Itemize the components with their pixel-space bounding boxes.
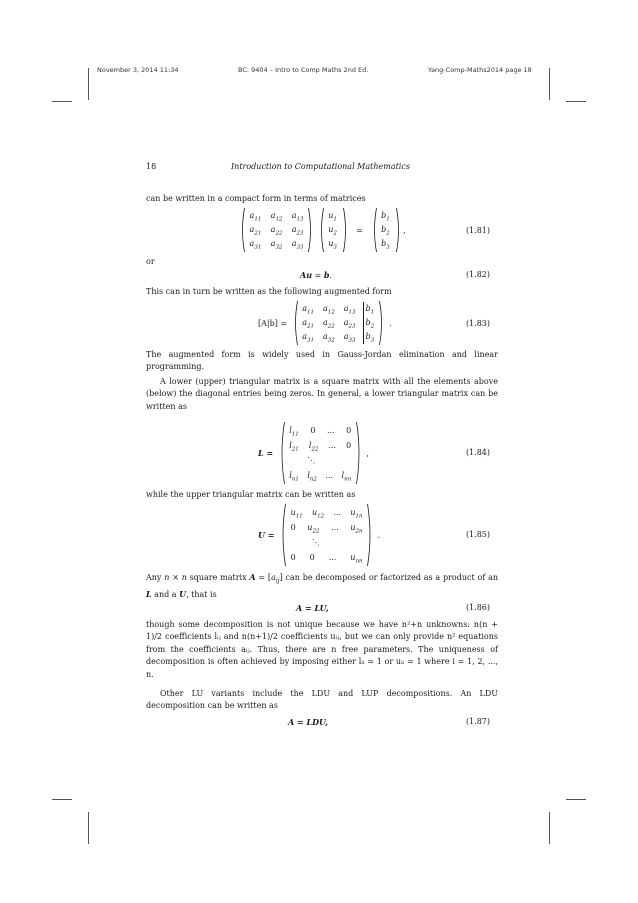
matrix-cell: $a_{33}$	[291, 239, 304, 251]
equation-1-82	[146, 270, 498, 282]
matrix-row	[289, 505, 365, 520]
paragraph: or	[146, 257, 155, 266]
matrix-cell: $a_{23}$	[291, 225, 304, 237]
matrix-cell	[289, 535, 293, 550]
paragraph: This can in turn be written as the following augmented form	[146, 287, 392, 296]
matrix-cell: $u_{1n}$	[350, 508, 363, 520]
matrix-cell: $a_{31}$	[249, 239, 262, 251]
text-run: a	[271, 573, 276, 582]
matrix-cell: 0	[290, 523, 296, 532]
trailing-punct: ,	[403, 225, 406, 235]
matrix-cell: $a_{12}$	[270, 211, 283, 223]
trailing-punct: .	[329, 271, 332, 280]
text-run: and a	[151, 590, 180, 599]
matrix-row	[326, 223, 340, 237]
matrix-cell: $b_3$	[381, 239, 390, 251]
matrix-cell: $b_1$	[381, 211, 390, 223]
matrix-cell: $a_{11}$	[249, 211, 262, 223]
equation-number: (1.84)	[465, 448, 490, 457]
matrix-cell: $u_{12}$	[312, 508, 325, 520]
matrix-cell: $l_{nn}$	[341, 471, 352, 483]
matrix-cell: $b_2$	[381, 225, 390, 237]
equation-1-85	[146, 503, 498, 567]
matrix-row	[326, 209, 340, 223]
eq-equals: =	[312, 271, 324, 280]
equation-number: (1.85)	[465, 530, 490, 539]
matrix-cell: $a_{21}$	[249, 225, 262, 237]
matrix-row	[379, 223, 393, 237]
equation-1-84	[146, 421, 498, 485]
matrix-row	[379, 237, 393, 251]
slug-date: November 3, 2014 11:34	[97, 66, 179, 74]
matrix-cell: $a_{32}$	[322, 332, 335, 344]
crop-mark	[549, 68, 550, 100]
matrix-cell: $a_{21}$	[302, 318, 314, 330]
matrix-cell: ...	[325, 471, 334, 480]
paragraph: A lower (upper) triangular matrix is a square matrix with all the elements above (below) the diagonal entries being zeros. In general, a lower triangular matrix can be written as	[146, 377, 498, 411]
matrix-row	[379, 209, 393, 223]
vector-b	[372, 207, 401, 253]
matrix-row	[248, 223, 306, 237]
matrix-cell: ⋱	[311, 538, 320, 547]
matrix-row	[289, 535, 365, 550]
eq-body: A = LDU,	[288, 717, 329, 727]
matrix-a	[240, 207, 313, 253]
text-run: Any	[146, 573, 165, 582]
text-run: L	[146, 589, 152, 599]
matrix-cell: 0	[346, 441, 352, 450]
matrix-cell: $b_3$	[363, 330, 377, 344]
matrix-cell: $a_{22}$	[322, 318, 335, 330]
matrix-row	[287, 438, 353, 453]
text-run: ] can be decomposed or factorized as a product of an	[279, 573, 498, 582]
trailing-punct: ,	[366, 448, 369, 458]
matrix-cell: $a_{13}$	[343, 304, 356, 316]
trailing-punct: .	[389, 318, 392, 328]
matrix-cell: $u_{nn}$	[350, 553, 363, 565]
matrix-cell: $l_{21}$	[289, 441, 299, 453]
matrix-cell: $u_{2n}$	[350, 523, 363, 535]
eq-rhs: b	[323, 270, 330, 280]
matrix-row	[248, 209, 306, 223]
matrix-cell: $b_1$	[363, 302, 377, 316]
matrix-row	[289, 550, 365, 565]
equation-1-81	[146, 207, 498, 253]
matrix-cell: $u_{22}$	[307, 523, 320, 535]
text-run: ij	[275, 577, 280, 585]
text-run: U	[179, 589, 187, 599]
equation-1-87	[146, 717, 498, 729]
matrix-cell: 0	[346, 426, 352, 435]
matrix-cell: ...	[333, 508, 342, 517]
matrix-cell: ...	[331, 523, 339, 532]
matrix-cell: $a_{22}$	[270, 225, 283, 237]
eq-body: A = LU,	[296, 603, 329, 613]
crop-mark	[52, 799, 72, 800]
matrix-cell: $a_{33}$	[343, 332, 356, 344]
running-title: Introduction to Computational Mathematics	[231, 162, 410, 171]
paragraph: Other LU variants include the LDU and LUP decompositions. An LDU decomposition can be written as	[146, 689, 498, 711]
matrix-cell: 0	[290, 553, 296, 562]
matrix-cell: $a_{31}$	[302, 332, 314, 344]
matrix-cell: $a_{13}$	[291, 211, 304, 223]
equals-sign: =	[356, 225, 363, 235]
slug-ref: Yang-Comp-Maths2014 page 18	[428, 66, 532, 74]
equation-number: (1.83)	[465, 319, 490, 328]
crop-mark	[88, 812, 89, 844]
equation-number: (1.87)	[465, 717, 490, 726]
equation-number: (1.81)	[465, 226, 490, 235]
crop-mark	[566, 799, 586, 800]
matrix-cell: $u_3$	[328, 239, 337, 251]
matrix-cell: $u_2$	[328, 225, 337, 237]
matrix-row	[289, 520, 365, 535]
matrix-row	[287, 468, 353, 483]
equation-number: (1.86)	[465, 603, 490, 612]
matrix-row	[326, 237, 340, 251]
eq-lhs: Au	[300, 270, 313, 280]
equation-number: (1.82)	[465, 270, 490, 279]
matrix-row	[300, 330, 376, 344]
matrix-row	[287, 423, 353, 438]
matrix-cell: ...	[328, 553, 337, 562]
paragraph: while the upper triangular matrix can be written as	[146, 490, 356, 499]
text-run: n × n	[164, 573, 187, 582]
matrix-cell: $a_{12}$	[322, 304, 335, 316]
eq-lhs: L =	[258, 448, 274, 458]
matrix-cell: 0	[309, 553, 315, 562]
paragraph: though some decomposition is not unique because we have n²+n unknowns: n(n + 1)/2 coefficients lᵢⱼ and n(n+1)/2 coefficients uᵢⱼ, but we can only provide n² equations from the coefficients aᵢⱼ. Thus, there are n free parameters. The uniqueness of decomposition is often achieved by imposing either lᵢᵢ = 1 or uᵢᵢ = 1 where i = 1, 2, ..., n.	[146, 620, 498, 679]
matrix-cell: $u_{11}$	[290, 508, 303, 520]
matrix-cell: $l_{22}$	[308, 441, 319, 453]
matrix-cell: $u_1$	[328, 211, 337, 223]
lower-triangular-matrix	[279, 421, 362, 485]
matrix-cell: $l_{n2}$	[307, 471, 317, 483]
equation-1-83	[146, 300, 498, 346]
augmented-matrix	[293, 300, 384, 346]
matrix-cell	[331, 453, 335, 468]
crop-mark	[52, 101, 72, 102]
paragraph	[146, 571, 498, 601]
eq-lhs: U =	[258, 530, 275, 540]
paragraph: The augmented form is widely used in Gauss-Jordan elimination and linear programming.	[146, 350, 498, 372]
matrix-cell: ⋱	[307, 456, 316, 465]
matrix-cell: $b_2$	[363, 316, 377, 330]
matrix-row	[300, 302, 376, 316]
slug-book: BC: 9404 – Intro to Comp Maths 2nd Ed.	[238, 66, 369, 74]
matrix-cell: $a_{32}$	[270, 239, 283, 251]
eq-lhs: [A|b] =	[258, 318, 288, 328]
crop-mark	[549, 812, 550, 844]
matrix-cell: ...	[328, 441, 337, 450]
paragraph: can be written in a compact form in terms of matrices	[146, 194, 366, 203]
matrix-cell	[287, 453, 291, 468]
matrix-cell: 0	[310, 426, 316, 435]
equation-1-86	[146, 603, 498, 615]
text-run: square matrix	[186, 573, 250, 582]
matrix-cell: $l_{11}$	[289, 426, 299, 438]
matrix-row	[287, 453, 353, 468]
matrix-cell: $a_{23}$	[343, 318, 356, 330]
matrix-cell	[349, 453, 353, 468]
matrix-row	[248, 237, 306, 251]
matrix-cell	[361, 535, 365, 550]
text-run: , that is	[186, 590, 217, 599]
matrix-cell: $l_{n1}$	[289, 471, 299, 483]
matrix-row	[300, 316, 376, 330]
upper-triangular-matrix	[280, 503, 373, 567]
page-number: 18	[146, 162, 157, 171]
crop-mark	[88, 68, 89, 100]
matrix-cell	[339, 535, 343, 550]
text-run: = [	[255, 573, 272, 582]
matrix-cell: $a_{11}$	[302, 304, 314, 316]
text-run: A	[249, 572, 256, 582]
matrix-cell: ...	[326, 426, 335, 435]
crop-mark	[566, 101, 586, 102]
vector-u	[319, 207, 348, 253]
trailing-punct: .	[377, 530, 381, 540]
